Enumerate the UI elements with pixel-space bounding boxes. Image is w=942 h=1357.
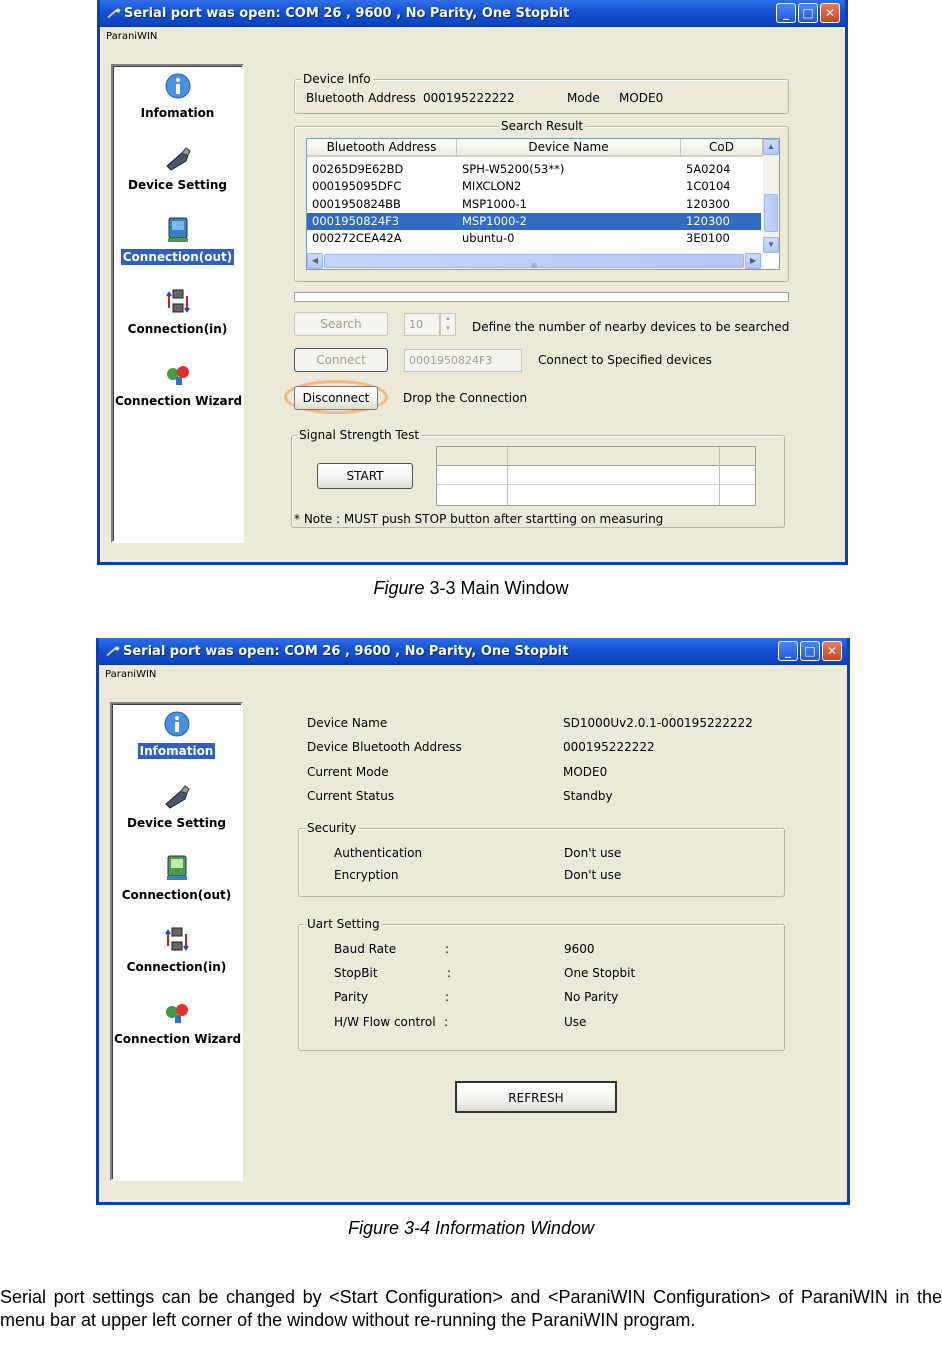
info-value: 000195222222 [563, 740, 655, 754]
minimize-button[interactable]: _ [778, 641, 798, 661]
start-button[interactable]: START [317, 463, 413, 489]
security-value: Don't use [564, 846, 622, 860]
plug-icon [105, 645, 121, 657]
sidebar-label: Device Setting [127, 816, 226, 830]
connection-out-icon [164, 216, 192, 244]
connect-address-input[interactable]: 0001950824F3 [404, 349, 522, 372]
menu-paraniwin[interactable]: ParaniWIN [106, 31, 158, 42]
address-cell: 000195095DFC [312, 179, 402, 194]
vertical-scrollbar[interactable] [763, 139, 779, 253]
name-cell: MIXCLON2 [462, 179, 522, 194]
info-icon [163, 710, 191, 738]
sidebar-item-connection-wizard[interactable] [112, 996, 241, 1056]
table-row[interactable] [307, 213, 761, 230]
info-label: Current Status [307, 789, 395, 803]
table-row[interactable] [307, 196, 761, 213]
sidebar-item-connection-in[interactable] [113, 286, 242, 346]
name-cell: SPH-W5200(53**) [462, 162, 565, 176]
sidebar-item-information[interactable] [112, 708, 241, 768]
search-description: Define the number of nearby devices to be searched [472, 320, 790, 334]
uart-value: No Parity [564, 990, 619, 1004]
minimize-button[interactable]: _ [776, 3, 796, 23]
bluetooth-address-value: 000195222222 [423, 91, 515, 105]
group-legend: Device Info [303, 72, 371, 86]
grid-divider [719, 447, 720, 505]
sidebar-label: Connection(out) [121, 888, 232, 902]
sidebar-label: Device Setting [128, 178, 227, 192]
security-value: Don't use [564, 868, 622, 882]
device-info-group [294, 72, 789, 114]
uart-separator: : [444, 1015, 449, 1029]
grid-divider [437, 484, 755, 485]
connection-in-icon [163, 926, 191, 954]
horizontal-scrollbar[interactable] [307, 253, 763, 269]
wizard-icon [163, 998, 191, 1026]
scroll-thumb[interactable] [764, 194, 778, 232]
search-result-list[interactable] [306, 138, 780, 270]
uart-value: Use [564, 1015, 587, 1029]
scroll-up-button[interactable]: ▲ [763, 139, 779, 155]
caption-text: 3-3 Main Window [424, 578, 569, 598]
sidebar-item-connection-out[interactable] [112, 852, 241, 912]
sidebar [111, 64, 244, 543]
sidebar-label: Connection(out) [122, 250, 233, 264]
connect-description: Connect to Specified devices [538, 353, 712, 367]
info-label: Device Name [307, 716, 388, 730]
uart-label: Parity [334, 990, 369, 1004]
connect-button[interactable]: Connect [294, 348, 388, 372]
search-result-group [294, 119, 789, 282]
security-label: Authentication [334, 846, 423, 860]
sidebar-item-connection-in[interactable] [112, 924, 241, 984]
disconnect-description: Drop the Connection [403, 391, 528, 405]
sidebar-label: Infomation [139, 744, 214, 758]
uart-value: One Stopbit [564, 966, 636, 980]
uart-label: StopBit [334, 966, 378, 980]
scroll-right-button[interactable]: ▶ [745, 253, 761, 269]
info-label: Current Mode [307, 765, 389, 779]
title-bar[interactable] [100, 0, 845, 27]
information-window [96, 638, 850, 1205]
info-value: MODE0 [563, 765, 608, 779]
table-row[interactable] [307, 161, 761, 178]
uart-label: Baud Rate [334, 942, 397, 956]
info-label: Device Bluetooth Address [307, 740, 462, 754]
scroll-grip: III [531, 263, 537, 270]
hscroll-thumb[interactable] [324, 254, 744, 268]
usb-device-icon [163, 782, 191, 810]
grid-divider [507, 447, 508, 505]
maximize-button[interactable]: □ [800, 641, 820, 661]
menu-bar [100, 27, 845, 47]
cod-cell: 120300 [686, 196, 730, 211]
search-count-spinner[interactable]: ▲ ▼ [440, 313, 456, 336]
menu-bar [99, 665, 847, 685]
group-legend: Security [307, 821, 357, 835]
connection-in-icon [164, 288, 192, 316]
column-header-cod[interactable]: CoD [681, 139, 763, 157]
uart-label: H/W Flow control [334, 1015, 436, 1029]
plug-icon [106, 7, 122, 19]
name-cell: MSP1000-2 [462, 213, 527, 228]
cod-cell: 120300 [686, 213, 730, 228]
maximize-button[interactable]: □ [798, 3, 818, 23]
group-legend: Uart Setting [307, 917, 380, 931]
signal-grid [436, 446, 756, 506]
wizard-icon [164, 360, 192, 388]
cod-cell: 3E0100 [686, 231, 730, 246]
sidebar-label: Connection(in) [126, 960, 227, 974]
usb-device-icon [164, 144, 192, 172]
name-cell: ubuntu-0 [462, 231, 515, 246]
close-button[interactable]: ✕ [820, 3, 840, 23]
sidebar-item-device-setting[interactable] [113, 142, 242, 202]
security-label: Encryption [334, 868, 399, 882]
address-cell: 00265D9E62BD [312, 162, 404, 176]
address-cell: 0001950824BB [312, 196, 401, 211]
info-icon [164, 72, 192, 100]
uart-value: 9600 [564, 942, 595, 956]
column-header-name[interactable]: Device Name [457, 139, 681, 157]
main-window [97, 0, 848, 565]
connection-out-icon [163, 854, 191, 882]
security-group [298, 821, 785, 897]
window-title: Serial port was open: COM 26 , 9600 , No Parity, One Stopbit [124, 6, 570, 21]
grid-header-row [437, 447, 755, 466]
sidebar-label: Connection(in) [127, 322, 228, 336]
address-cell: 0001950824F3 [312, 213, 400, 228]
search-count-input[interactable]: 10 [404, 313, 440, 336]
figure-caption-1 [0, 578, 942, 599]
figure-caption-2 [0, 1218, 942, 1239]
mode-label: Mode [567, 91, 600, 105]
uart-separator: : [447, 966, 452, 980]
info-value: Standby [563, 789, 613, 803]
table-row[interactable] [307, 178, 761, 195]
progress-bar [294, 292, 789, 302]
scroll-down-button[interactable]: ▼ [763, 237, 779, 253]
close-button[interactable]: ✕ [822, 641, 842, 661]
uart-setting-group [298, 917, 785, 1051]
body-paragraph: Serial port settings can be changed by <Start Configuration> and <ParaniWIN Configuration> of ParaniWIN in the menu bar at upper left corner of the window without re-running the ParaniWIN program. [0, 1287, 942, 1330]
search-button[interactable]: Search [294, 312, 388, 336]
cod-cell: 5A0204 [686, 162, 731, 176]
caption-text: Figure 3-4 Information Window [348, 1218, 594, 1238]
scroll-left-button[interactable]: ◀ [307, 253, 323, 269]
table-row[interactable] [307, 230, 761, 247]
sidebar-item-device-setting[interactable] [112, 780, 241, 840]
bluetooth-address-label: Bluetooth Address [306, 91, 416, 105]
sidebar-label: Infomation [140, 106, 215, 120]
sidebar-label: Connection Wizard [114, 1032, 242, 1046]
mode-value: MODE0 [619, 91, 664, 105]
info-value: SD1000Uv2.0.1-000195222222 [563, 716, 753, 730]
sidebar-item-connection-wizard[interactable] [113, 358, 242, 418]
name-cell: MSP1000-1 [462, 196, 527, 211]
refresh-button[interactable]: REFRESH [455, 1081, 617, 1113]
title-bar[interactable] [99, 638, 847, 665]
menu-paraniwin[interactable]: ParaniWIN [105, 669, 157, 680]
column-header-address[interactable]: Bluetooth Address [307, 139, 457, 157]
sidebar-item-connection-out[interactable] [113, 214, 242, 274]
disconnect-button[interactable]: Disconnect [294, 386, 378, 410]
signal-strength-group [291, 428, 785, 528]
uart-separator: : [445, 942, 450, 956]
signal-note: * Note : MUST push STOP button after startting on measuring [294, 512, 664, 526]
uart-separator: : [445, 990, 450, 1004]
sidebar-item-information[interactable] [113, 70, 242, 130]
sidebar-label: Connection Wizard [115, 394, 243, 408]
group-legend: Signal Strength Test [299, 428, 420, 442]
window-title: Serial port was open: COM 26 , 9600 , No Parity, One Stopbit [123, 644, 569, 659]
sidebar [110, 702, 243, 1181]
cod-cell: 1C0104 [686, 179, 731, 194]
group-legend: Search Result [501, 119, 584, 133]
address-cell: 000272CEA42A [312, 231, 402, 246]
caption-figure-word: Figure [373, 578, 425, 598]
